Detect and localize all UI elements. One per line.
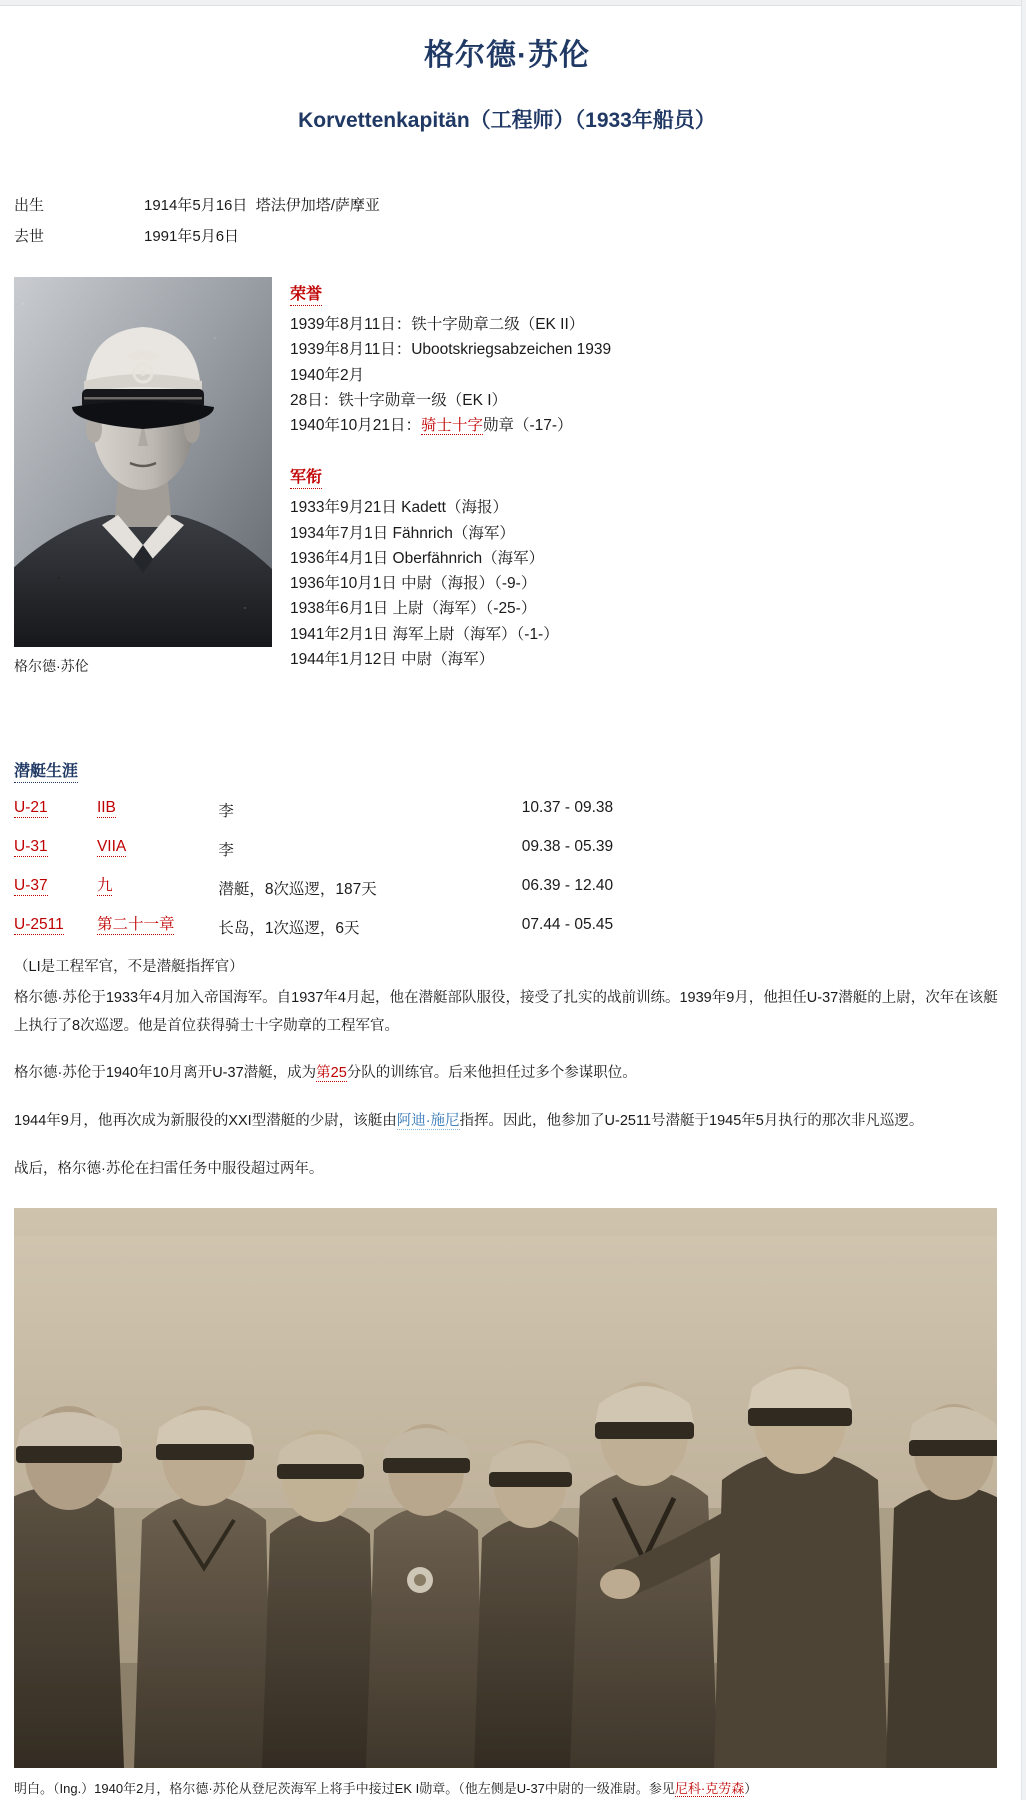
rank-line: 1934年7月1日 Fähnrich（海军） xyxy=(290,524,515,542)
group-photo-block xyxy=(14,1208,1000,1812)
li-note: （LI是工程军官，不是潜艇指挥官） xyxy=(14,959,244,976)
boat-type-link[interactable]: 九 xyxy=(96,877,113,895)
title-block xyxy=(14,0,1000,138)
honor-line-suffix: 勋章（-17-） xyxy=(482,417,573,435)
dates-cell: 10.37 - 09.38 xyxy=(521,799,614,817)
boat-type-link[interactable]: IIB xyxy=(96,799,116,817)
paragraph-2-prefix: 格尔德·苏伦于1940年10月离开U-37潜艇，成为 xyxy=(14,1065,317,1082)
awards-and-ranks-column xyxy=(290,277,1000,672)
paragraph-3-suffix: 指挥。因此，他参加了U-2511号潜艇于1945年5月执行的那次非凡巡逻。 xyxy=(459,1113,924,1130)
vital-value-birth: 1914年5月16日 塔法伊加塔/萨摩亚 xyxy=(144,196,380,214)
boat-cell xyxy=(14,877,97,916)
boat-link[interactable]: U-2511 xyxy=(14,916,64,934)
boat-type-link[interactable]: VIIA xyxy=(96,838,127,856)
boat-career-table xyxy=(14,799,714,955)
vital-label-death: 去世 xyxy=(14,227,45,245)
paragraph-3-prefix: 1944年9月，他再次成为新服役的XXI型潜艇的少尉，该艇由 xyxy=(14,1113,397,1130)
dates-cell: 09.38 - 05.39 xyxy=(521,838,614,856)
honor-line: 1939年8月11日：铁十字勋章二级（EK II） xyxy=(290,316,585,334)
honor-line-prefix: 1940年10月21日： xyxy=(290,417,421,435)
profile-section xyxy=(14,277,1000,676)
honor-line: 28日：铁十字勋章一级（EK I） xyxy=(290,391,508,409)
window-chrome-right-scrollbar[interactable] xyxy=(1021,0,1026,1800)
vital-label-birth: 出生 xyxy=(14,196,45,214)
rank-line: 1938年6月1日 上尉（海军）（-25-） xyxy=(290,600,537,618)
honor-line-knights-cross xyxy=(290,413,1000,438)
portrait-caption: 格尔德·苏伦 xyxy=(14,658,89,675)
role-cell: 李 xyxy=(218,842,234,860)
table-row xyxy=(14,877,714,916)
career-section xyxy=(14,758,1000,955)
dates-cell: 06.39 - 12.40 xyxy=(521,877,614,895)
table-row xyxy=(14,916,714,955)
type-cell xyxy=(97,838,218,877)
table-row xyxy=(14,799,714,838)
ranks-heading: 军衔 xyxy=(290,464,322,489)
boat-link[interactable]: U-37 xyxy=(14,877,48,895)
boat-link[interactable]: U-21 xyxy=(14,799,48,817)
table-row xyxy=(14,838,714,877)
rank-line: 1936年10月1日 中尉（海报）（-9-） xyxy=(290,575,537,593)
type-cell xyxy=(97,916,218,955)
nicolai-clausen-link[interactable]: 尼科·克劳森 xyxy=(674,1780,745,1796)
biography-paragraph-3 xyxy=(14,1108,1000,1136)
vitals-list xyxy=(14,196,1000,248)
biography-paragraph-2 xyxy=(14,1060,1000,1088)
caption-prefix: 明白。（Ing.）1940年2月，格尔德·苏伦从登尼茨海军上将手中接过EK I勋章。（他左侧是U-37中尉的一级准尉。参见 xyxy=(14,1780,675,1796)
flotilla-25-link[interactable]: 第25 xyxy=(316,1065,347,1082)
career-heading: 潜艇生涯 xyxy=(14,758,78,783)
type-cell xyxy=(97,877,218,916)
rank-line: 1944年1月12日 中尉（海军） xyxy=(290,650,495,668)
biography-paragraph-1: 格尔德·苏伦于1933年4月加入帝国海军。自1937年4月起，他在潜艇部队服役，接受了扎实的战前训练。1939年9月，他担任U-37潜艇的上尉，次年在该艇上执行了8次巡逻。他是首位获得骑士十字勋章的工程军官。 xyxy=(14,989,998,1034)
vital-row-birth xyxy=(14,196,1000,216)
adalbert-schnee-link[interactable]: 阿迪·施尼 xyxy=(396,1113,460,1130)
boat-type-link[interactable]: 第二十一章 xyxy=(96,916,175,934)
rank-line: 1936年4月1日 Oberfähnrich（海军） xyxy=(290,549,545,567)
rank-line: 1933年9月21日 Kadett（海报） xyxy=(290,499,508,517)
group-photo-caption xyxy=(14,1779,1000,1812)
paragraph-2-suffix: 分队的训练官。后来他担任过多个参谋职位。 xyxy=(346,1065,637,1082)
boat-cell xyxy=(14,838,97,877)
portrait-photo xyxy=(14,277,272,647)
type-cell xyxy=(97,799,218,838)
vital-value-death: 1991年5月6日 xyxy=(144,227,240,245)
rank-line: 1941年2月1日 海军上尉（海军）（-1-） xyxy=(290,625,559,643)
boat-cell xyxy=(14,916,97,955)
honor-line: 1939年8月11日：Ubootskriegsabzeichen 1939 xyxy=(290,341,612,359)
role-cell: 潜艇，8次巡逻，187天 xyxy=(218,881,377,899)
group-photo xyxy=(14,1208,997,1768)
page-title: 格尔德·苏伦 xyxy=(424,39,590,72)
boat-link[interactable]: U-31 xyxy=(14,838,48,856)
spacer xyxy=(290,438,1000,464)
caption-suffix: ） xyxy=(744,1780,758,1796)
boat-cell xyxy=(14,799,97,838)
honors-heading: 荣誉 xyxy=(290,281,322,306)
honor-line: 1940年2月 xyxy=(290,366,365,384)
role-cell: 李 xyxy=(218,803,234,821)
biography-paragraph-4: 战后，格尔德·苏伦在扫雷任务中服役超过两年。 xyxy=(14,1161,324,1178)
role-cell: 长岛，1次巡逻，6天 xyxy=(218,920,360,938)
portrait-block xyxy=(14,277,272,676)
dates-cell: 07.44 - 05.45 xyxy=(521,916,614,934)
page-subtitle: Korvettenkapitän（工程师）（1933年船员） xyxy=(298,109,716,132)
knights-cross-link[interactable]: 骑士十字 xyxy=(420,417,483,435)
vital-row-death xyxy=(14,227,1000,247)
